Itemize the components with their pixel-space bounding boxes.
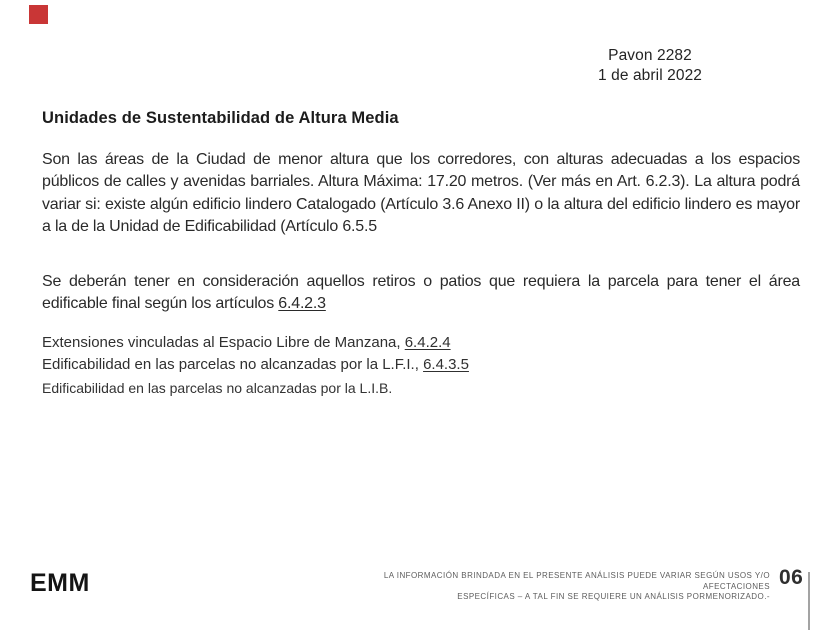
article-link-6-4-2-3[interactable]: 6.4.2.3	[278, 295, 326, 313]
header-address-date	[555, 46, 745, 86]
list-item-lib	[42, 377, 800, 399]
page-number: 06	[779, 566, 804, 589]
list-item-lfi	[42, 354, 800, 376]
footer-disclaimer	[350, 571, 770, 603]
article-list	[42, 332, 800, 399]
article-link-6-4-2-4[interactable]: 6.4.2.4	[404, 334, 451, 351]
disclaimer-line-1: LA INFORMACIÓN BRINDADA EN EL PRESENTE ANÁLISIS PUEDE VARIAR SEGÚN USOS Y/O AFECTACIONES	[383, 571, 770, 591]
list-item-text: Extensiones vinculadas al Espacio Libre de Manzana,	[42, 334, 405, 351]
list-item-text: Edificabilidad en las parcelas no alcanzadas por la L.F.I.,	[42, 356, 424, 374]
address-line: Pavon 2282	[608, 47, 692, 64]
date-line: 1 de abril 2022	[597, 67, 703, 84]
footer-vertical-divider	[808, 572, 810, 630]
emm-logo: EMM	[30, 569, 90, 597]
disclaimer-line-2: ESPECÍFICAS – A TAL FIN SE REQUIERE UN ANÁLISIS PORMENORIZADO.-	[457, 592, 770, 601]
article-link-6-4-3-5[interactable]: 6.4.3.5	[423, 356, 469, 374]
paragraph-retiros	[42, 271, 800, 316]
paragraph-description: Son las áreas de la Ciudad de menor altura que los corredores, con alturas adecuadas a los espacios públicos de calles y avenidas barriales. Altura Máxima: 17.20 metros. (Ver más en Art. 6.2.3). La altura podrá variar si: existe algún edificio lindero Catalogado (Artículo 3.6 Anexo II) o la altura del edificio lindero es mayor a la de la Unidad de Edificabilidad (Artículo 6.5.5	[42, 151, 800, 235]
list-item-extensiones	[42, 332, 800, 354]
paragraph-retiros-text: Se deberán tener en consideración aquellos retiros o patios que requiera la parcela para tener el área edificable final según los artículos	[42, 273, 800, 313]
page-title: Unidades de Sustentabilidad de Altura Media	[42, 109, 399, 127]
red-square-accent	[29, 5, 48, 24]
list-item-text: Edificabilidad en las parcelas no alcanzadas por la L.I.B.	[42, 379, 393, 396]
